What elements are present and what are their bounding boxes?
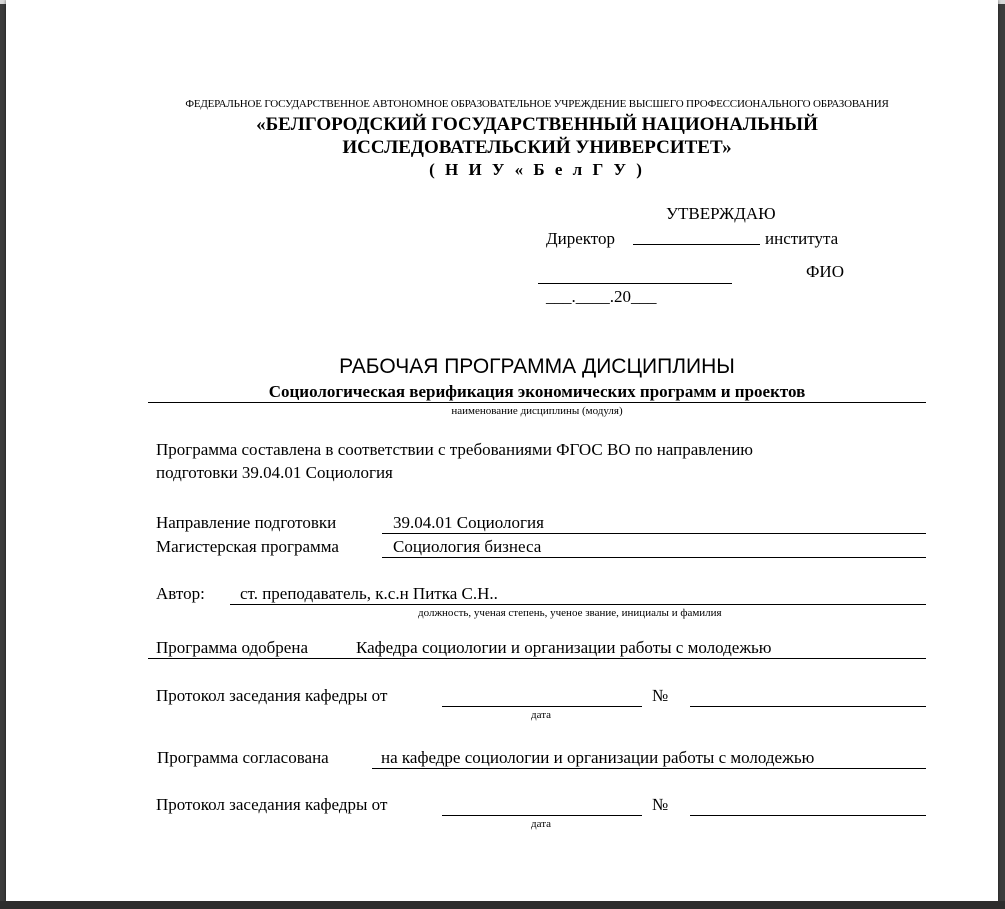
protocol-1-number-line (690, 706, 926, 707)
protocol-1-date-caption: дата (531, 709, 552, 721)
discipline-caption: наименование дисциплины (модуля) (451, 405, 623, 417)
discipline-underline (148, 402, 926, 403)
author-caption: должность, ученая степень, ученое звание, инициалы и фамилия (418, 607, 722, 619)
master-program-value: Социология бизнеса (393, 537, 542, 556)
fio-label: ФИО (806, 262, 844, 281)
master-program-underline (382, 557, 926, 558)
agreed-value: на кафедре социологии и организации работы с молодежью (381, 748, 815, 767)
discipline-name: Социологическая верификация экономических программ и проектов (268, 382, 806, 401)
author-label: Автор: (156, 584, 205, 603)
director-suffix: института (765, 229, 839, 248)
org-line: ФЕДЕРАЛЬНОЕ ГОСУДАРСТВЕННОЕ АВТОНОМНОЕ ОБРАЗОВАТЕЛЬНОЕ УЧРЕЖДЕНИЕ ВЫСШЕГО ПРОФЕССИОНАЛЬНОГО ОБРАЗОВАНИЯ (185, 98, 889, 110)
program-title: РАБОЧАЯ ПРОГРАММА ДИСЦИПЛИНЫ (339, 355, 735, 378)
protocol-1-number-sign: № (652, 686, 669, 705)
master-program-label: Магистерская программа (156, 537, 339, 556)
protocol-1-label: Протокол заседания кафедры от (156, 686, 388, 705)
director-prefix: Директор (546, 229, 615, 248)
protocol-2-label: Протокол заседания кафедры от (156, 795, 388, 814)
approved-label: Программа одобрена (156, 638, 308, 657)
signature-blank-line (538, 283, 732, 284)
approved-underline (148, 658, 926, 659)
university-abbreviation: ( Н И У « Б е л Г У ) (429, 160, 645, 179)
viewer-bottom-bar (0, 901, 1005, 909)
director-blank-line (633, 244, 760, 245)
university-line-1: «БЕЛГОРОДСКИЙ ГОСУДАРСТВЕННЫЙ НАЦИОНАЛЬНЫЙ (256, 114, 818, 135)
protocol-2-number-sign: № (652, 795, 669, 814)
direction-underline (382, 533, 926, 534)
direction-value: 39.04.01 Социология (393, 513, 544, 532)
protocol-1-date-line (442, 706, 642, 707)
compliance-line-1: Программа составлена в соответствии с требованиями ФГОС ВО по направлению (156, 440, 754, 459)
compliance-line-2: подготовки 39.04.01 Социология (156, 463, 393, 482)
agreed-underline (372, 768, 926, 769)
author-value: ст. преподаватель, к.с.н Питка С.Н.. (240, 584, 498, 603)
approval-date: ___.____.20___ (546, 287, 657, 306)
protocol-2-date-caption: дата (531, 818, 552, 830)
approve-label: УТВЕРЖДАЮ (666, 204, 776, 223)
university-line-2: ИССЛЕДОВАТЕЛЬСКИЙ УНИВЕРСИТЕТ» (342, 137, 732, 158)
author-underline (230, 604, 926, 605)
protocol-2-number-line (690, 815, 926, 816)
protocol-2-date-line (442, 815, 642, 816)
approved-value: Кафедра социологии и организации работы с молодежью (356, 638, 772, 657)
direction-label: Направление подготовки (156, 513, 337, 532)
agreed-label: Программа согласована (157, 748, 329, 767)
